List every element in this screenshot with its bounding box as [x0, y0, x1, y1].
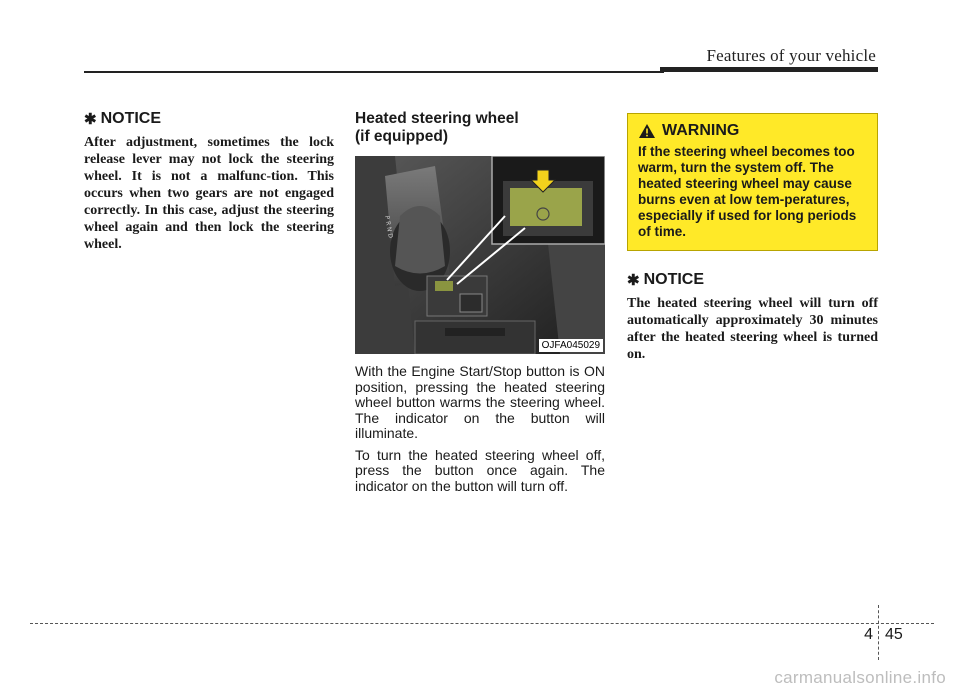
warning-text: If the steering wheel becomes too warm, turn the system off. The heated steering wheel may cause burns even at low tem-peratures, especially if used for long periods of time. — [638, 144, 857, 239]
footer-separator — [878, 605, 879, 660]
page-number: 45 — [885, 626, 903, 643]
header-rule — [84, 71, 664, 73]
notice-heading-label: NOTICE — [643, 271, 705, 288]
chapter-number: 4 — [864, 626, 873, 643]
svg-text:P R N D: P R N D — [383, 215, 394, 239]
column-right — [627, 110, 878, 363]
warning-triangle-icon — [638, 123, 656, 139]
warning-box — [627, 113, 878, 251]
notice-heading — [84, 110, 334, 128]
figure-code: OJFA045029 — [539, 339, 603, 352]
section-heading — [355, 110, 605, 146]
watermark: carmanualsonline.info — [774, 668, 946, 687]
heading-line-2: (if equipped) — [355, 128, 448, 145]
notice-heading — [627, 271, 878, 289]
console-drawing — [355, 156, 605, 354]
notice-text: The heated steering wheel will turn off automatically approximately 30 minutes after the heated steering wheel is turned on. — [627, 296, 878, 362]
console-illustration — [355, 156, 605, 354]
star-cross-icon: ✱ — [627, 272, 640, 289]
instruction-paragraph-2: To turn the heated steering wheel off, press the button once again. The indicator on the button will turn off. — [355, 446, 605, 494]
header-rule-accent — [660, 67, 878, 72]
instruction-paragraph-1: With the Engine Start/Stop button is ON position, pressing the heated steering wheel button warms the steering wheel. The indicator on the button will illuminate. — [355, 363, 605, 441]
section-title: Features of your vehicle — [706, 46, 876, 65]
column-left — [84, 110, 334, 253]
warning-label: WARNING — [662, 122, 740, 139]
warning-heading — [638, 122, 867, 140]
notice-text: After adjustment, sometimes the lock release lever may not lock the steering wheel. It is not a malfunc-tion. This occurs when two gears are not engaged correctly. In this case, adjust the steering wheel again and then lock the steering wheel. — [84, 135, 334, 252]
heading-line-1: Heated steering wheel — [355, 110, 519, 127]
notice-heading-label: NOTICE — [100, 110, 162, 127]
notice-block — [627, 271, 878, 363]
footer-rule — [30, 623, 934, 624]
star-cross-icon: ✱ — [84, 111, 97, 128]
column-middle — [355, 110, 605, 494]
